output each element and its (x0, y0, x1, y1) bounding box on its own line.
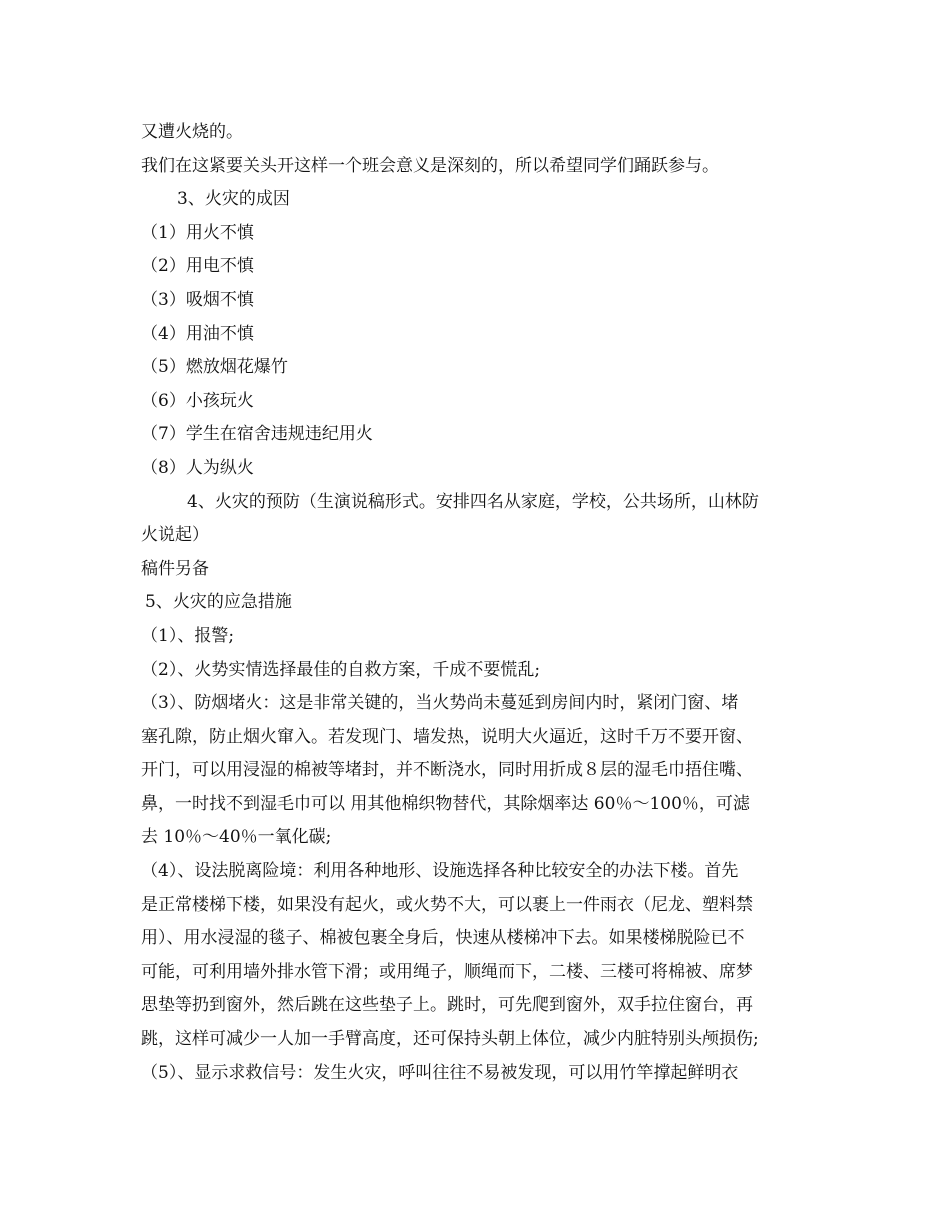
section-heading-causes: 3、火灾的成因 (177, 189, 290, 210)
paragraph-line: 又遭火烧的。 (141, 122, 243, 142)
list-item: （3）吸烟不慎 (141, 289, 254, 310)
paragraph-line: 开门，可以用浸湿的棉被等堵封，并不断浇水，同时用折成８层的湿毛巾捂住嘴、 (141, 760, 753, 781)
list-item: （8）人为纵火 (141, 457, 254, 478)
paragraph-line: 稿件另备 (141, 558, 209, 579)
paragraph-line: 用）、用水浸湿的毯子、棉被包裹全身后，快速从楼梯冲下去。如果楼梯脱险已不 (141, 928, 745, 949)
document-body (141, 116, 813, 1090)
paragraph-line: 是正常楼梯下楼，如果没有起火，或火势不大，可以裹上一件雨衣（尼龙、塑料禁 (141, 894, 753, 915)
paragraph-line: 思垫等扔到窗外，然后跳在这些垫子上。跳时，可先爬到窗外，双手拉住窗台，再 (141, 995, 753, 1016)
paragraph-line: （4）、设法脱离险境：利用各种地形、设施选择各种比较安全的办法下楼。首先 (141, 861, 739, 882)
paragraph-line: 火说起） (141, 525, 209, 546)
paragraph-line: 塞孔隙，防止烟火窜入。若发现门、墙发热，说明大火逼近，这时千万不要开窗、 (141, 726, 753, 747)
paragraph-line: （5）、显示求救信号：发生火灾，呼叫往往不易被发现，可以用竹竿撑起鲜明衣 (141, 1062, 739, 1083)
paragraph-line: （3）、防烟堵火：这是非常关键的，当火势尚未蔓延到房间内时，紧闭门窗、堵 (141, 693, 739, 714)
section-heading-emergency: 5、火灾的应急措施 (145, 592, 292, 613)
section-heading-prevention: 4、火灾的预防（生演说稿形式。安排四名从家庭，学校，公共场所，山林防 (187, 491, 759, 512)
paragraph-line: 鼻，一时找不到湿毛巾可以 用其他棉织物替代，其除烟率达 60％～100％，可滤 (141, 793, 750, 814)
list-item: （7）学生在宿舍违规违纪用火 (141, 424, 373, 445)
paragraph-line: 去 10％～40％一氧化碳; (141, 827, 332, 848)
list-item: （6）小孩玩火 (141, 390, 254, 411)
list-item: （1）用火不慎 (141, 222, 254, 243)
list-item: （2）、火势实情选择最佳的自救方案，千成不要慌乱; (141, 659, 541, 680)
paragraph-line: 跳，这样可减少一人加一手臂高度，还可保持头朝上体位，减少内脏特别头颅损伤; (141, 1029, 759, 1050)
paragraph-line: 可能，可利用墙外排水管下滑；或用绳子，顺绳而下，二楼、三楼可将棉被、席梦 (141, 961, 753, 982)
list-item: （5）燃放烟花爆竹 (141, 357, 288, 378)
list-item: （1）、报警; (141, 625, 235, 646)
paragraph-line: 我们在这紧要关头开这样一个班会意义是深刻的，所以希望同学们踊跃参与。 (141, 155, 719, 176)
list-item: （4）用油不慎 (141, 323, 254, 344)
list-item: （2）用电不慎 (141, 256, 254, 277)
